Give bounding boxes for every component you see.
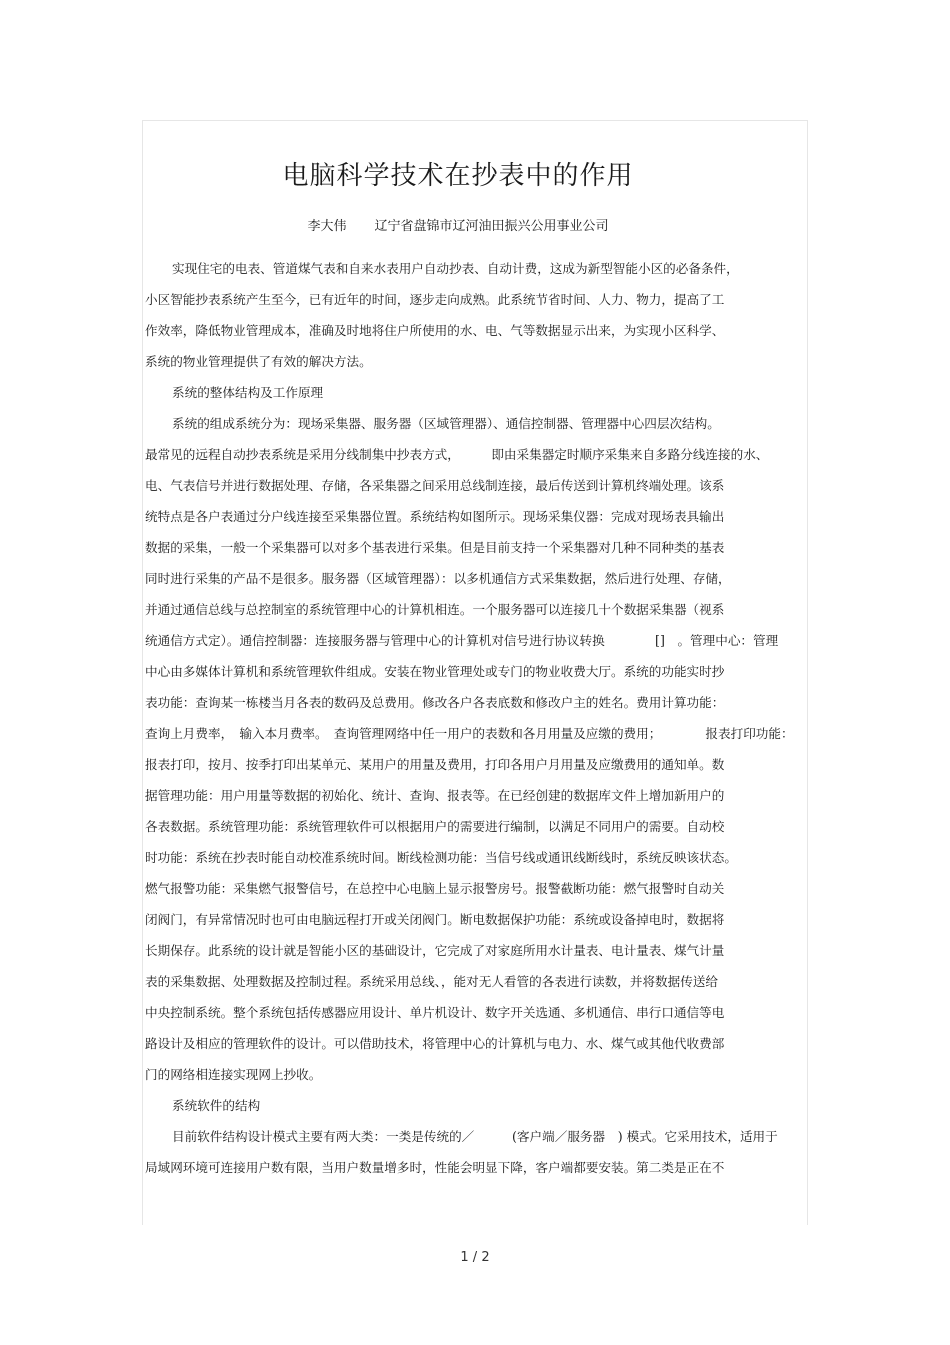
document-page [142,120,808,1225]
body-text-line: 查询上月费率， 输入本月费率。 查询管理网络中任一用户的表数和各月用量及应缴的费用； 报表打印功能： [145,726,794,741]
author-name: 李大伟 [307,219,347,234]
author-affiliation: 辽宁省盘锦市辽河油田振兴公用事业公司 [374,219,609,234]
body-text-line: 据管理功能：用户用量等数据的初始化、统计、查询、报表等。在已经创建的数据库文件上增加新用户的 [145,788,725,803]
body-text-line: 局域网环境可连接用户数有限，当用户数量增多时，性能会明显下降，客户端都要安装。第二类是正在不 [145,1160,725,1175]
body-text-line: 统通信方式定）。通信控制器：连接服务器与管理中心的计算机对信号进行协议转换 [] 。管理中心：管理 [145,633,779,648]
document-body [145,253,807,1183]
body-text-line: 作效率，降低物业管理成本，准确及时地将住户所使用的水、电、气等数据显示出来，为实现小区科学、 [145,323,725,338]
body-text-line: 目前软件结构设计模式主要有两大类：一类是传统的／ (客户端／服务器 ) 模式。它采用技术，适用于 [172,1129,778,1144]
body-text-line: 实现住宅的电表、管道煤气表和自来水表用户自动抄表、自动计费，这成为新型智能小区的必备条件， [172,261,739,276]
body-text-line: 时功能：系统在抄表时能自动校准系统时间。断线检测功能：当信号线或通讯线断线时，系统反映该状态。 [145,850,737,865]
body-text-line: 中央控制系统。整个系统包括传感器应用设计、单片机设计、数字开关选通、多机通信、串行口通信等电 [145,1005,725,1020]
body-text-line: 小区智能抄表系统产生至今，已有近年的时间，逐步走向成熟。此系统节省时间、人力、物力，提高了工 [145,292,725,307]
body-text-line: 闭阀门，有异常情况时也可由电脑远程打开或关闭阀门。断电数据保护功能：系统或设备掉电时，数据将 [145,912,725,927]
document-title: 电脑科学技术在抄表中的作用 [282,161,634,191]
body-text-line: 同时进行采集的产品不是很多。服务器（区域管理器）：以多机通信方式采集数据，然后进行处理、存储， [145,571,731,586]
body-text-line: 最常见的远程自动抄表系统是采用分线制集中抄表方式， 即由采集器定时顺序采集来自多路分线连接的水、 [145,447,769,462]
body-text-line: 报表打印，按月、按季打印出某单元、某用户的用量及费用，打印各用户月用量及应缴费用的通知单。数 [145,757,725,772]
body-text-line: 路设计及相应的管理软件的设计。可以借助技术，将管理中心的计算机与电力、水、煤气或其他代收费部 [145,1036,725,1051]
body-text-line: 数据的采集，一般一个采集器可以对多个基表进行采集。但是目前支持一个采集器对几种不同种类的基表 [145,540,725,555]
body-text-line: 表功能：查询某一栋楼当月各表的数码及总费用。修改各户各表底数和修改户主的姓名。费用计算功能： [145,695,725,710]
body-text-line: 系统的组成系统分为：现场采集器、服务器（区域管理器）、通信控制器、管理器中心四层次结构。 [172,416,720,431]
body-text-line: 并通过通信总线与总控制室的系统管理中心的计算机相连。一个服务器可以连接几十个数据采集器（视系 [145,602,725,617]
body-text-line: 各表数据。系统管理功能：系统管理软件可以根据用户的需要进行编制，以满足不同用户的需要。自动校 [145,819,725,834]
body-text-line: 系统的物业管理提供了有效的解决方法。 [145,354,372,369]
body-text-line: 中心由多媒体计算机和系统管理软件组成。安装在物业管理处或专门的物业收费大厅。系统的功能实时抄 [145,664,725,679]
page-indicator: 1 / 2 [460,1250,490,1265]
body-text-line: 门的网络相连接实现网上抄收。 [145,1067,322,1082]
body-text-line: 燃气报警功能：采集燃气报警信号，在总控中心电脑上显示报警房号。报警截断功能：燃气报警时自动关 [145,881,725,896]
body-text-line: 统特点是各户表通过分户线连接至采集器位置。系统结构如图所示。现场采集仪器：完成对现场表具输出 [145,509,725,524]
body-text-line: 长期保存。此系统的设计就是智能小区的基础设计，它完成了对家庭所用水计量表、电计量表、煤气计量 [145,943,725,958]
section-heading: 系统软件的结构 [172,1098,261,1113]
body-text-line: 电、气表信号并进行数据处理、存储，各采集器之间采用总线制连接，最后传送到计算机终端处理。该系 [145,478,725,493]
author-line [143,215,773,234]
body-text-line: 表的采集数据、处理数据及控制过程。系统采用总线、，能对无人看管的各表进行读数，并将数据传送给 [145,974,719,989]
section-heading: 系统的整体结构及工作原理 [172,385,324,400]
